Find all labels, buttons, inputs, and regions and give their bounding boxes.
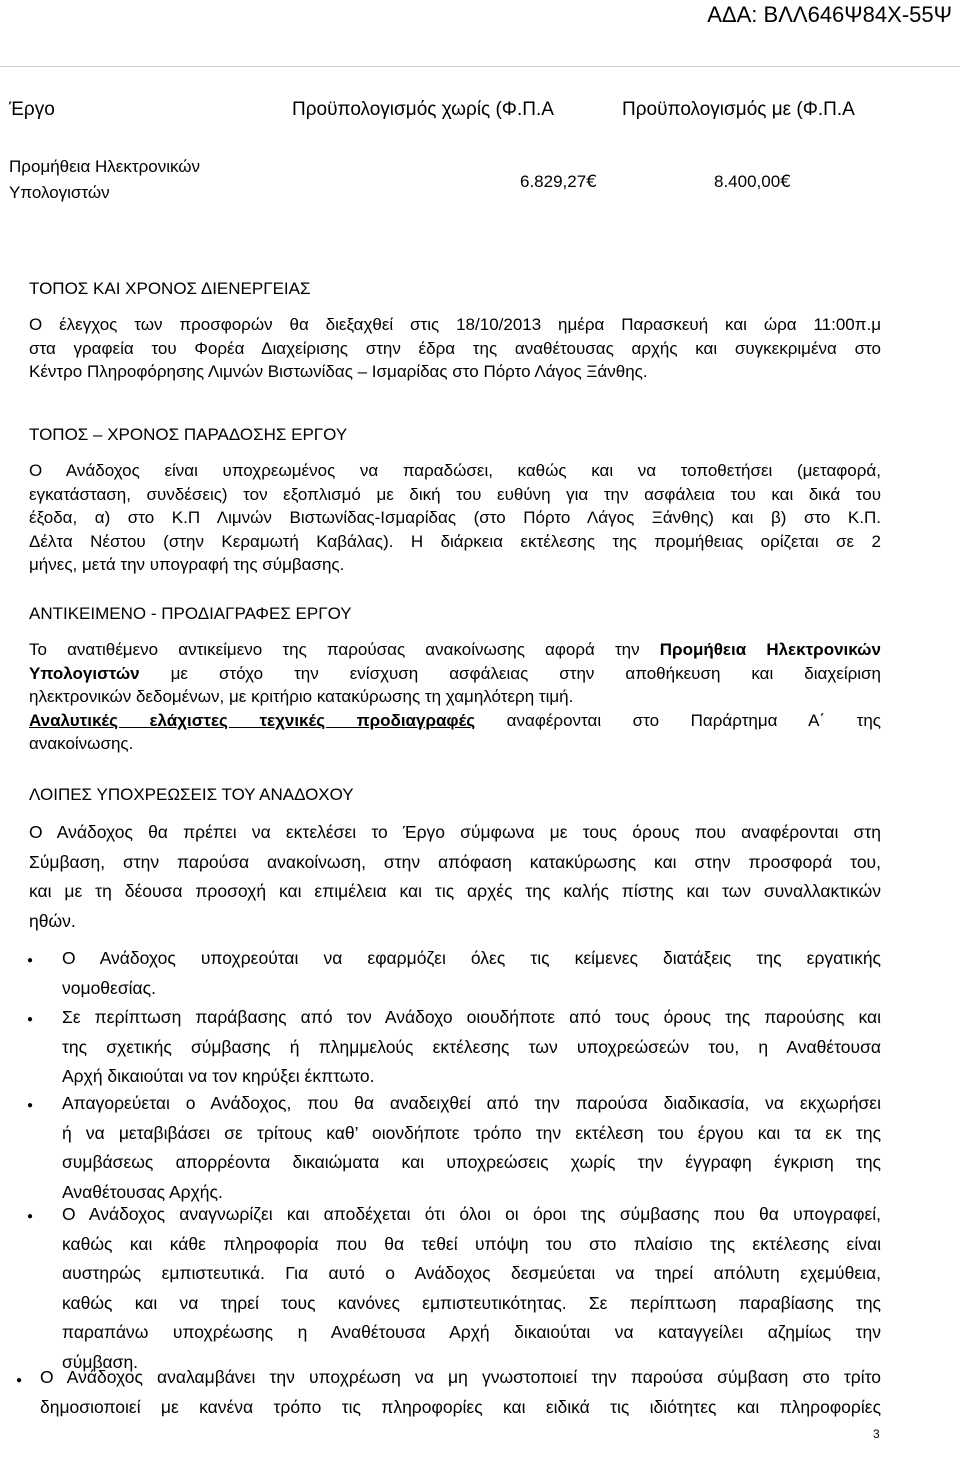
text-line: σύμβαση. <box>62 1351 139 1372</box>
text-line: συμβάσεως απορρέοντα δικαιώματα και υποχρεώσεις χωρίς την έγγραφη έγκριση της <box>62 1152 881 1172</box>
text-line: ή να μεταβιβάσει σε τρίτους καθ’ οιονδήποτε τρόπο την εκτέλεση του έργου και τα εκ της <box>62 1122 881 1143</box>
text-line: Ο Ανάδοχος είναι υποχρεωμένος να παραδώσει, καθώς και να τοποθετήσει (μεταφορά, <box>29 461 881 480</box>
text-line: ανακοίνωσης. <box>29 734 134 753</box>
text-line: ηλεκτρονικών δεδομένων, με κριτήριο κατακύρωσης τη χαμηλότερη τιμή. <box>29 687 574 706</box>
text-line: Απαγορεύεται ο Ανάδοχος, που θα αναδειχθεί από την παρούσα διαδικασία, να εκχωρήσει <box>62 1093 881 1113</box>
paragraph-place-time <box>29 313 881 384</box>
ada-code: ΑΔΑ: ΒΛΛ646Ψ84Χ-55Ψ <box>707 2 952 27</box>
paragraph-subject <box>29 638 881 756</box>
table-header-project: Έργο <box>9 99 55 120</box>
text-line: έξοδα, α) στο Κ.Π Λιμνών Βιστωνίδας-Ισμαρίδας (στο Πόρτο Λάγος Ξάνθης) και β) στο Κ.Π. <box>29 508 881 527</box>
heading-place-time: ΤΟΠΟΣ ΚΑΙ ΧΡΟΝΟΣ ΔΙΕΝΕΡΓΕΙΑΣ <box>29 279 311 298</box>
table-cell-with-vat <box>714 172 791 192</box>
specs-link-text: Αναλυτικές ελάχιστες τεχνικές προδιαγραφές <box>29 710 476 730</box>
table-header-with-vat: Προϋπολογισμός με (Φ.Π.Α <box>622 99 855 120</box>
heading-delivery: ΤΟΠΟΣ – ΧΡΟΝΟΣ ΠΑΡΑΔΟΣΗΣ ΕΡΓΟΥ <box>29 425 348 444</box>
bullet-item <box>62 944 881 1003</box>
bullet-icon: ● <box>27 1100 34 1111</box>
subject-text: Το ανατιθέμενο αντικείμενο της παρούσας ανακοίνωσης αφορά την <box>29 640 640 659</box>
table-header-without-vat: Προϋπολογισμός χωρίς (Φ.Π.Α <box>292 99 554 120</box>
text-line: εγκατάσταση, συνδέσεις) τον εξοπλισμό με δική του ευθύνη για την ασφάλεια του και δικά του <box>29 484 881 504</box>
text-line: στα γραφεία του Φορέα Διαχείρισης στην έδρα της αναθέτουσας αρχής και συγκεκριμένα στο <box>29 338 881 358</box>
euro-sign: € <box>586 172 598 192</box>
subject-text: με στόχο την ενίσχυση ασφάλειας στην αποθήκευση και διαχείριση <box>170 663 881 683</box>
heading-subject: ΑΝΤΙΚΕΙΜΕΝΟ - ΠΡΟΔΙΑΓΡΑΦΕΣ ΕΡΓΟΥ <box>29 604 352 623</box>
text-line: και με τη δέουσα προσοχή και επιμέλεια και τις αρχές της καλής πίστης και των συναλλακτικών <box>29 881 881 901</box>
text-line: δημοσιοποιεί με κανένα τρόπο τις πληροφορίες και ειδικά τις ιδιότητες και πληροφορίες <box>40 1396 881 1417</box>
text-line: Ο Ανάδοχος αναλαμβάνει την υποχρέωση να μη γνωστοποιεί την παρούσα σύμβαση στο τρίτο <box>40 1367 881 1387</box>
table-cell-project-line2: Υπολογιστών <box>9 183 110 202</box>
bullet-item <box>40 1363 881 1422</box>
text-line: Αναθέτουσας Αρχής. <box>62 1181 223 1202</box>
text-line: Ο έλεγχος των προσφορών θα διεξαχθεί στις 18/10/2013 ημέρα Παρασκευή και ώρα 11:00π.μ <box>29 315 881 334</box>
subject-text: αναφέρονται στο Παράρτημα Α΄ της <box>506 710 882 730</box>
heading-obligations: ΛΟΙΠΕΣ ΥΠΟΧΡΕΩΣΕΙΣ ΤΟΥ ΑΝΑΔΟΧΟΥ <box>29 785 354 804</box>
table-cell-without-vat <box>520 172 597 192</box>
text-line: νομοθεσίας. <box>62 977 156 998</box>
text-line: καθώς και κάθε πληροφορία που θα τεθεί υπόψη του στο πλαίσιο της εκτέλεσης είναι <box>62 1233 881 1254</box>
text-line: Σύμβαση, στην παρούσα ανακοίνωση, στην απόφαση κατακύρωσης και στην προσφορά του, <box>29 851 881 872</box>
text-line: Ο Ανάδοχος αναγνωρίζει και αποδέχεται ότι όλοι οι όροι της σύμβασης που θα υπογραφεί, <box>62 1204 881 1224</box>
text-line: παραπάνω υποχρέωσης η Αναθέτουσα Αρχή δικαιούται να καταγγείλει αζημίως την <box>62 1322 881 1342</box>
text-line: Σε περίπτωση παράβασης από τον Ανάδοχο οιουδήποτε από τους όρους της παρούσης και <box>62 1007 881 1027</box>
text-line <box>29 638 881 662</box>
bullet-icon: ● <box>16 1375 23 1386</box>
text-line <box>29 709 881 733</box>
text-line: Κέντρο Πληροφόρησης Λιμνών Βιστωνίδας – Ισμαρίδας στο Πόρτο Λάγος Ξάνθης. <box>29 362 648 381</box>
text-line: καθώς και να τηρεί τους κανόνες εμπιστευτικότητας. Σε περίπτωση παραβίασης της <box>62 1292 881 1313</box>
paragraph-delivery <box>29 459 881 577</box>
subject-bold: Προμήθεια Ηλεκτρονικών <box>659 640 881 659</box>
text-line: Ο Ανάδοχος υποχρεούται να εφαρμόζει όλες τις κείμενες διατάξεις της εργατικής <box>62 948 881 968</box>
bullet-item <box>62 1003 881 1092</box>
text-line: Αρχή δικαιούται να τον κηρύξει έκπτωτο. <box>62 1066 375 1086</box>
page-number: 3 <box>873 1427 880 1441</box>
bullet-icon: ● <box>27 1211 34 1222</box>
subject-bold: Υπολογιστών <box>29 663 140 683</box>
text-line: ηθών. <box>29 910 76 931</box>
amount-without-vat: 6.829,27 <box>520 172 587 191</box>
bullet-icon: ● <box>27 1014 34 1025</box>
amount-with-vat: 8.400,00 <box>714 172 781 191</box>
table-cell-project-line1: Προμήθεια Ηλεκτρονικών <box>9 157 201 176</box>
euro-sign: € <box>780 172 792 192</box>
text-line <box>29 662 881 686</box>
bullet-item <box>62 1200 881 1377</box>
paragraph-obligations-intro <box>29 818 881 936</box>
text-line: αυστηρώς εμπιστευτικά. Για αυτό ο Ανάδοχος δεσμεύεται να τηρεί απόλυτη εχεμύθεια, <box>62 1263 881 1283</box>
text-line: Ο Ανάδοχος θα πρέπει να εκτελέσει το Έργο σύμφωνα με τους όρους που αναφέρονται στη <box>29 822 881 842</box>
text-line: μήνες, μετά την υπογραφή της σύμβασης. <box>29 555 345 574</box>
text-line: της σχετικής σύμβασης ή πλημμελούς εκτέλεσης των υποχρεώσεών του, η Αναθέτουσα <box>62 1036 881 1057</box>
bullet-icon: ● <box>27 955 34 966</box>
bullet-item <box>62 1089 881 1207</box>
header-divider <box>0 66 960 67</box>
text-line: Δέλτα Νέστου (στην Κεραμωτή Καβάλας). Η διάρκεια εκτέλεσης της προμήθειας ορίζεται σε 2 <box>29 531 881 551</box>
